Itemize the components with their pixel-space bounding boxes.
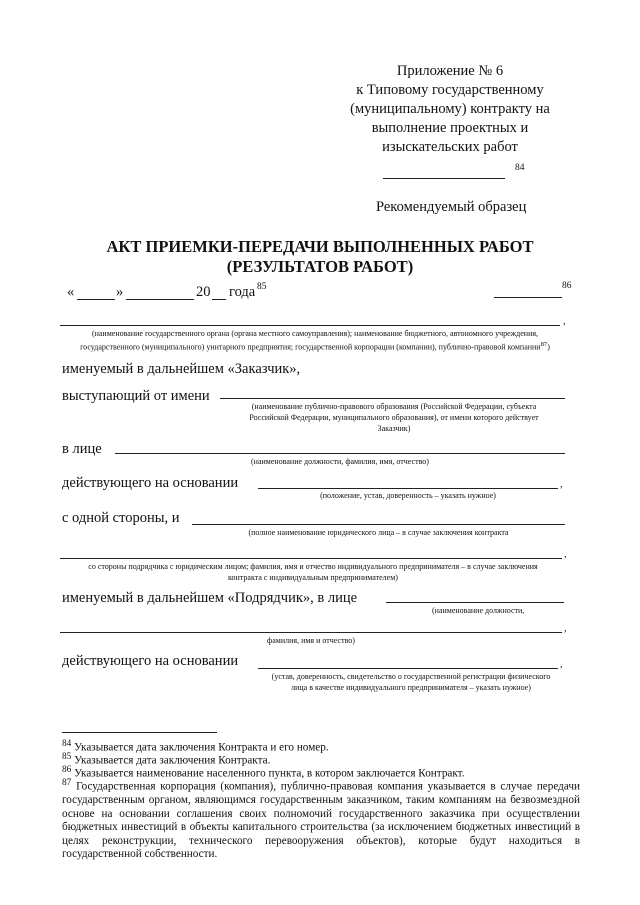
side-label: с одной стороны, и <box>62 510 180 526</box>
day-blank <box>77 299 115 300</box>
footnote-ref-86: 86 <box>562 281 572 291</box>
appendix-line: к Типовому государственному <box>356 82 544 98</box>
contractor-position-caption: (наименование должности, <box>432 606 525 615</box>
appendix-line: выполнение проектных и <box>371 120 529 136</box>
basis-label: действующего на основании <box>62 475 239 491</box>
footnote-number: 85 <box>62 752 72 762</box>
footnote-text: Указывается дата заключения Контракта и его номер. <box>74 741 329 754</box>
caption-text: государственного (муниципального) унитарного предприятия; государственной корпорации (компании), публично-правовой компании <box>80 342 541 352</box>
document-title: АКТ ПРИЕМКИ-ПЕРЕДАЧИ ВЫПОЛНЕННЫХ РАБОТ <box>106 237 534 256</box>
contractor-hereinafter: именуемый в дальнейшем «Подрядчик», в лице <box>62 590 358 606</box>
comma: , <box>563 316 566 327</box>
date-open-quote: « <box>67 284 75 300</box>
footnote-number: 87 <box>62 778 72 788</box>
contractor-name-blank-2 <box>60 558 562 559</box>
comma: , <box>564 549 567 560</box>
footnote-ref-87: 87 <box>540 341 548 348</box>
contractor-basis-label: действующего на основании <box>62 653 239 669</box>
comma: , <box>560 659 563 670</box>
footnote-text: Государственная корпорация (компания), публично-правовая компания указывается в случае передачи государственным органом, являющимся государственным заказчиком, таким компаниям на безвозмездной основе на основании соглашения своих полномочий государственного заказчика при осуществлении бюджетных инвестиций в объекты капитального строительства (за исключением бюджетных инвестиций в целях реконструкции, технического перевооружения объектов), которые будут находиться в государственной собственности. <box>62 780 581 861</box>
place-blank <box>494 297 562 298</box>
contractor-caption: со стороны подрядчика с юридическим лицом; фамилия, имя и отчество индивидуального предпринимателя – в случае заключения контракта с индивидуальным предпринимателем) <box>88 562 538 582</box>
contractor-basis-caption: (устав, доверенность, свидетельство о государственной регистрации физического лица в качестве индивидуального предпринимателя – указать нужное) <box>271 672 551 692</box>
side-caption: (полное наименование юридического лица – в случае заключения контракта <box>248 528 509 537</box>
contractor-basis-blank <box>258 668 558 669</box>
appendix-line: изыскательских работ <box>382 139 518 155</box>
customer-hereinafter: именуемый в дальнейшем «Заказчик», <box>62 361 301 377</box>
comma: , <box>560 479 563 490</box>
footnote-number: 86 <box>62 765 72 775</box>
contractor-position-blank <box>386 602 564 603</box>
footnote-text: Указывается дата заключения Контракта. <box>74 754 271 767</box>
contractor-name-caption: фамилия, имя и отчество) <box>267 636 355 645</box>
appendix-block <box>300 62 600 157</box>
contractor-person-blank <box>60 632 562 633</box>
person-caption: (наименование должности, фамилия, имя, отчество) <box>251 457 429 466</box>
acting-for-label: выступающий от имени <box>62 388 210 404</box>
appendix-line: (муниципальному) контракту на <box>350 101 550 117</box>
sample-label: Рекомендуемый образец <box>376 199 527 215</box>
date-close-quote: » <box>116 284 124 300</box>
footnote-number: 84 <box>62 739 72 749</box>
footnote <box>62 777 580 862</box>
footnote-ref-85: 85 <box>257 282 267 292</box>
basis-caption: (положение, устав, доверенность – указать нужное) <box>320 491 496 500</box>
customer-name-blank <box>60 325 560 326</box>
appendix-line: Приложение № 6 <box>396 63 504 79</box>
year-prefix: 20 <box>196 284 211 300</box>
document-subtitle: (РЕЗУЛЬТАТОВ РАБОТ) <box>226 257 414 276</box>
comma: , <box>564 623 567 634</box>
person-label: в лице <box>62 441 102 457</box>
month-blank <box>126 299 194 300</box>
acting-for-blank <box>220 398 565 399</box>
caption-end: ) <box>547 342 550 352</box>
year-suffix: года <box>229 284 256 300</box>
footnote-text: Указывается наименование населенного пункта, в котором заключается Контракт. <box>74 767 465 780</box>
footnote-ref-84: 84 <box>515 163 525 173</box>
caption-line <box>60 339 570 353</box>
customer-name-caption <box>60 328 570 353</box>
year-blank <box>212 299 226 300</box>
footnote-divider <box>62 732 217 733</box>
caption-line: (наименование государственного органа (органа местного самоуправления); наименование бюджетного, автономного учреждения, <box>91 329 539 338</box>
person-blank <box>115 453 565 454</box>
contract-number-blank <box>383 178 505 179</box>
contractor-name-blank <box>192 524 565 525</box>
basis-blank <box>258 488 558 489</box>
acting-for-caption: (наименование публично-правового образования (Российской Федерации, субъекта Российской Федерации, муниципального образования), от имени которого действует Заказчик) <box>249 402 539 433</box>
